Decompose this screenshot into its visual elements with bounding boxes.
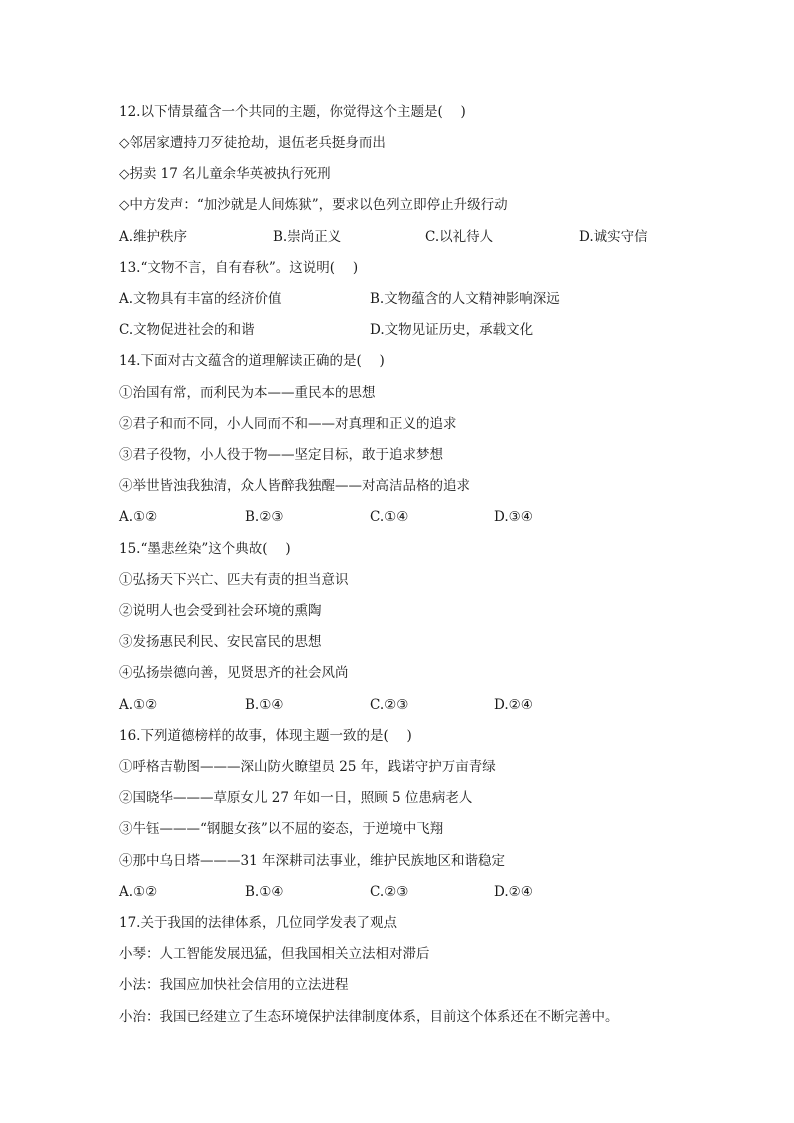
q16-option-c: C.②③ <box>370 884 409 900</box>
q16-item-1: ①呼格吉勒图———深山防火瞭望员 25 年，践诺守护万亩青绿 <box>119 759 496 775</box>
q13-option-c: C.文物促进社会的和谐 <box>119 322 255 338</box>
q14-option-c: C.①④ <box>370 509 409 525</box>
q14-item-4: ④举世皆浊我独清，众人皆醉我独醒——对高洁品格的追求 <box>119 478 470 494</box>
q16-item-4: ④那中乌日塔———31 年深耕司法事业，维护民族地区和谐稳定 <box>119 853 505 869</box>
q12-option-a: A.维护秩序 <box>119 229 188 245</box>
q14-option-b: B.②③ <box>245 509 284 525</box>
q12-option-d: D.诚实守信 <box>579 229 648 245</box>
q16-item-3: ③牛钰———“钢腿女孩”以不屈的姿态，于逆境中飞翔 <box>119 821 444 837</box>
q16-option-d: D.②④ <box>494 884 533 900</box>
q15-option-b: B.①④ <box>245 697 284 713</box>
q14-item-1: ①治国有常，而利民为本——重民本的思想 <box>119 385 376 401</box>
q12-stem: 12.以下情景蕴含一个共同的主题，你觉得这个主题是( ) <box>119 104 466 120</box>
q13-option-d: D.文物见证历史，承载文化 <box>370 322 534 338</box>
q12-item-2: ◇拐卖 17 名儿童余华英被执行死刑 <box>119 166 331 182</box>
q15-item-4: ④弘扬崇德向善，见贤思齐的社会风尚 <box>119 665 349 681</box>
q17-item-1: 小琴：人工智能发展迅猛，但我国相关立法相对滞后 <box>119 946 430 962</box>
q12-option-c: C.以礼待人 <box>425 229 494 245</box>
q12-option-b: B.崇尚正义 <box>273 229 342 245</box>
q12-item-3: ◇中方发声：“加沙就是人间炼狱”，要求以色列立即停止升级行动 <box>119 197 508 213</box>
q13-stem: 13.“文物不言，自有春秋”。这说明( ) <box>119 260 359 276</box>
q17-item-2: 小法：我国应加快社会信用的立法进程 <box>119 977 349 993</box>
q16-stem: 16.下列道德榜样的故事，体现主题一致的是( ) <box>119 728 412 744</box>
q16-option-b: B.①④ <box>245 884 284 900</box>
q14-item-3: ③君子役物，小人役于物——坚定目标，敢于追求梦想 <box>119 447 443 463</box>
q13-option-b: B.文物蕴含的人文精神影响深远 <box>370 291 560 307</box>
q14-item-2: ②君子和而不同，小人同而不和——对真理和正义的追求 <box>119 416 457 432</box>
q15-item-2: ②说明人也会受到社会环境的熏陶 <box>119 603 322 619</box>
q17-item-3: 小治：我国已经建立了生态环境保护法律制度体系，目前这个体系还在不断完善中。 <box>119 1009 619 1025</box>
q15-stem: 15.“墨悲丝染”这个典故( ) <box>119 541 291 557</box>
q14-option-a: A.①② <box>119 509 158 525</box>
q12-item-1: ◇邻居家遭持刀歹徒抢劫，退伍老兵挺身而出 <box>119 135 386 151</box>
q16-item-2: ②国晓华———草原女儿 27 年如一日，照顾 5 位患病老人 <box>119 790 473 806</box>
q15-item-3: ③发扬惠民利民、安民富民的思想 <box>119 634 322 650</box>
q17-stem: 17.关于我国的法律体系，几位同学发表了观点 <box>119 915 397 931</box>
q14-stem: 14.下面对古文蕴含的道理解读正确的是( ) <box>119 353 385 369</box>
q13-option-a: A.文物具有丰富的经济价值 <box>119 291 282 307</box>
q15-option-d: D.②④ <box>494 697 533 713</box>
q15-item-1: ①弘扬天下兴亡、匹夫有责的担当意识 <box>119 572 349 588</box>
q16-option-a: A.①② <box>119 884 158 900</box>
q14-option-d: D.③④ <box>494 509 533 525</box>
q15-option-a: A.①② <box>119 697 158 713</box>
q15-option-c: C.②③ <box>370 697 409 713</box>
